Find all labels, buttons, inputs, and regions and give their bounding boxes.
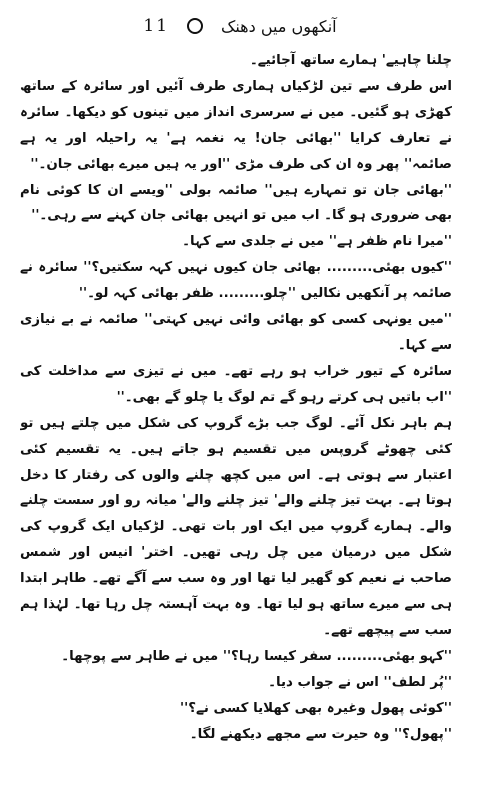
page-number: 11: [143, 16, 170, 36]
paragraph: ہم باہر نکل آئے۔ لوگ جب بڑے گروپ کی شکل میں چلتے ہیں تو کئی چھوٹے گروپس میں تقسیم ہو جاتے ہیں۔ یہ تقسیم کئی اعتبار سے ہوتی ہے۔ اس میں کچھ چلنے والوں کی رفتار کا دخل ہوتا ہے۔ بہت تیز چلنے والے' تیز چلنے والے' میانہ رو اور سست چلنے والے۔ ہمارے گروپ میں ایک اور بات تھی۔ لڑکیاں ایک گروپ کی شکل میں درمیان میں چل رہی تھیں۔ اختر' انیس اور شمس صاحب نے نعیم کو گھیر لیا تھا اور وہ سب سے آگے تھے۔ طاہر ابتدا ہی سے میرے ساتھ ہو لیا تھا۔ وہ بہت آہستہ چل رہا تھا۔ لہٰذا ہم سب سے پیچھے تھے۔: [20, 415, 452, 638]
paragraph: ''پھول؟'' وہ حیرت سے مجھے دیکھنے لگا۔: [189, 726, 452, 742]
paragraph: ''کیوں بھئی......... بھائی جان کیوں نہیں کہہ سکتیں؟'' سائرہ نے صائمہ پر آنکھیں نکالیں ''چلو......... ظفر بھائی کہہ لو۔'': [20, 260, 452, 302]
paragraph: سائرہ کے تیور خراب ہو رہے تھے۔ میں نے تیزی سے مداخلت کی ''اب باتیں ہی کرتے رہو گے تم لوگ یا چلو گے بھی۔'': [20, 363, 452, 405]
paragraph: چلنا چاہیے' ہمارے ساتھ آجائیے۔: [249, 53, 452, 68]
page-body: [20, 48, 452, 793]
page-header: [0, 6, 480, 46]
running-title: آنکھوں میں دھنک: [221, 16, 337, 36]
paragraph: ''بھائی جان تو تمہارے ہیں'' صائمہ بولی ''ویسے ان کا کوئی نام بھی ضروری ہو گا۔ اب میں تو انہیں بھائی جان کہنے سے رہی۔'': [20, 182, 452, 224]
paragraph: ''کوئی پھول وغیرہ بھی کھلایا کسی نے؟'': [180, 700, 452, 716]
paragraph: ''پُر لطف'' اس نے جواب دیا۔: [268, 674, 452, 690]
paragraph: ''کہو بھئی......... سفر کیسا رہا؟'' میں نے طاہر سے پوچھا۔: [61, 648, 452, 664]
paragraph: ''میرا نام ظفر ہے'' میں نے جلدی سے کہا۔: [182, 234, 452, 250]
paragraph: ''میں یونہی کسی کو بھائی وائی نہیں کہتی'' صائمہ نے بے نیازی سے کہا۔: [20, 312, 452, 353]
circle-ornament-icon: [187, 18, 203, 34]
paragraph: اس طرف سے تین لڑکیاں ہماری طرف آئیں اور سائرہ کے ساتھ کھڑی ہو گئیں۔ میں نے سرسری انداز میں تینوں کو دیکھا۔ سائرہ نے تعارف کرایا ''بھائی جان! یہ نغمہ ہے' یہ راحیلہ اور یہ ہے صائمہ'' پھر وہ ان کی طرف مڑی ''اور یہ ہیں میرے بھائی جان۔'': [20, 78, 452, 172]
